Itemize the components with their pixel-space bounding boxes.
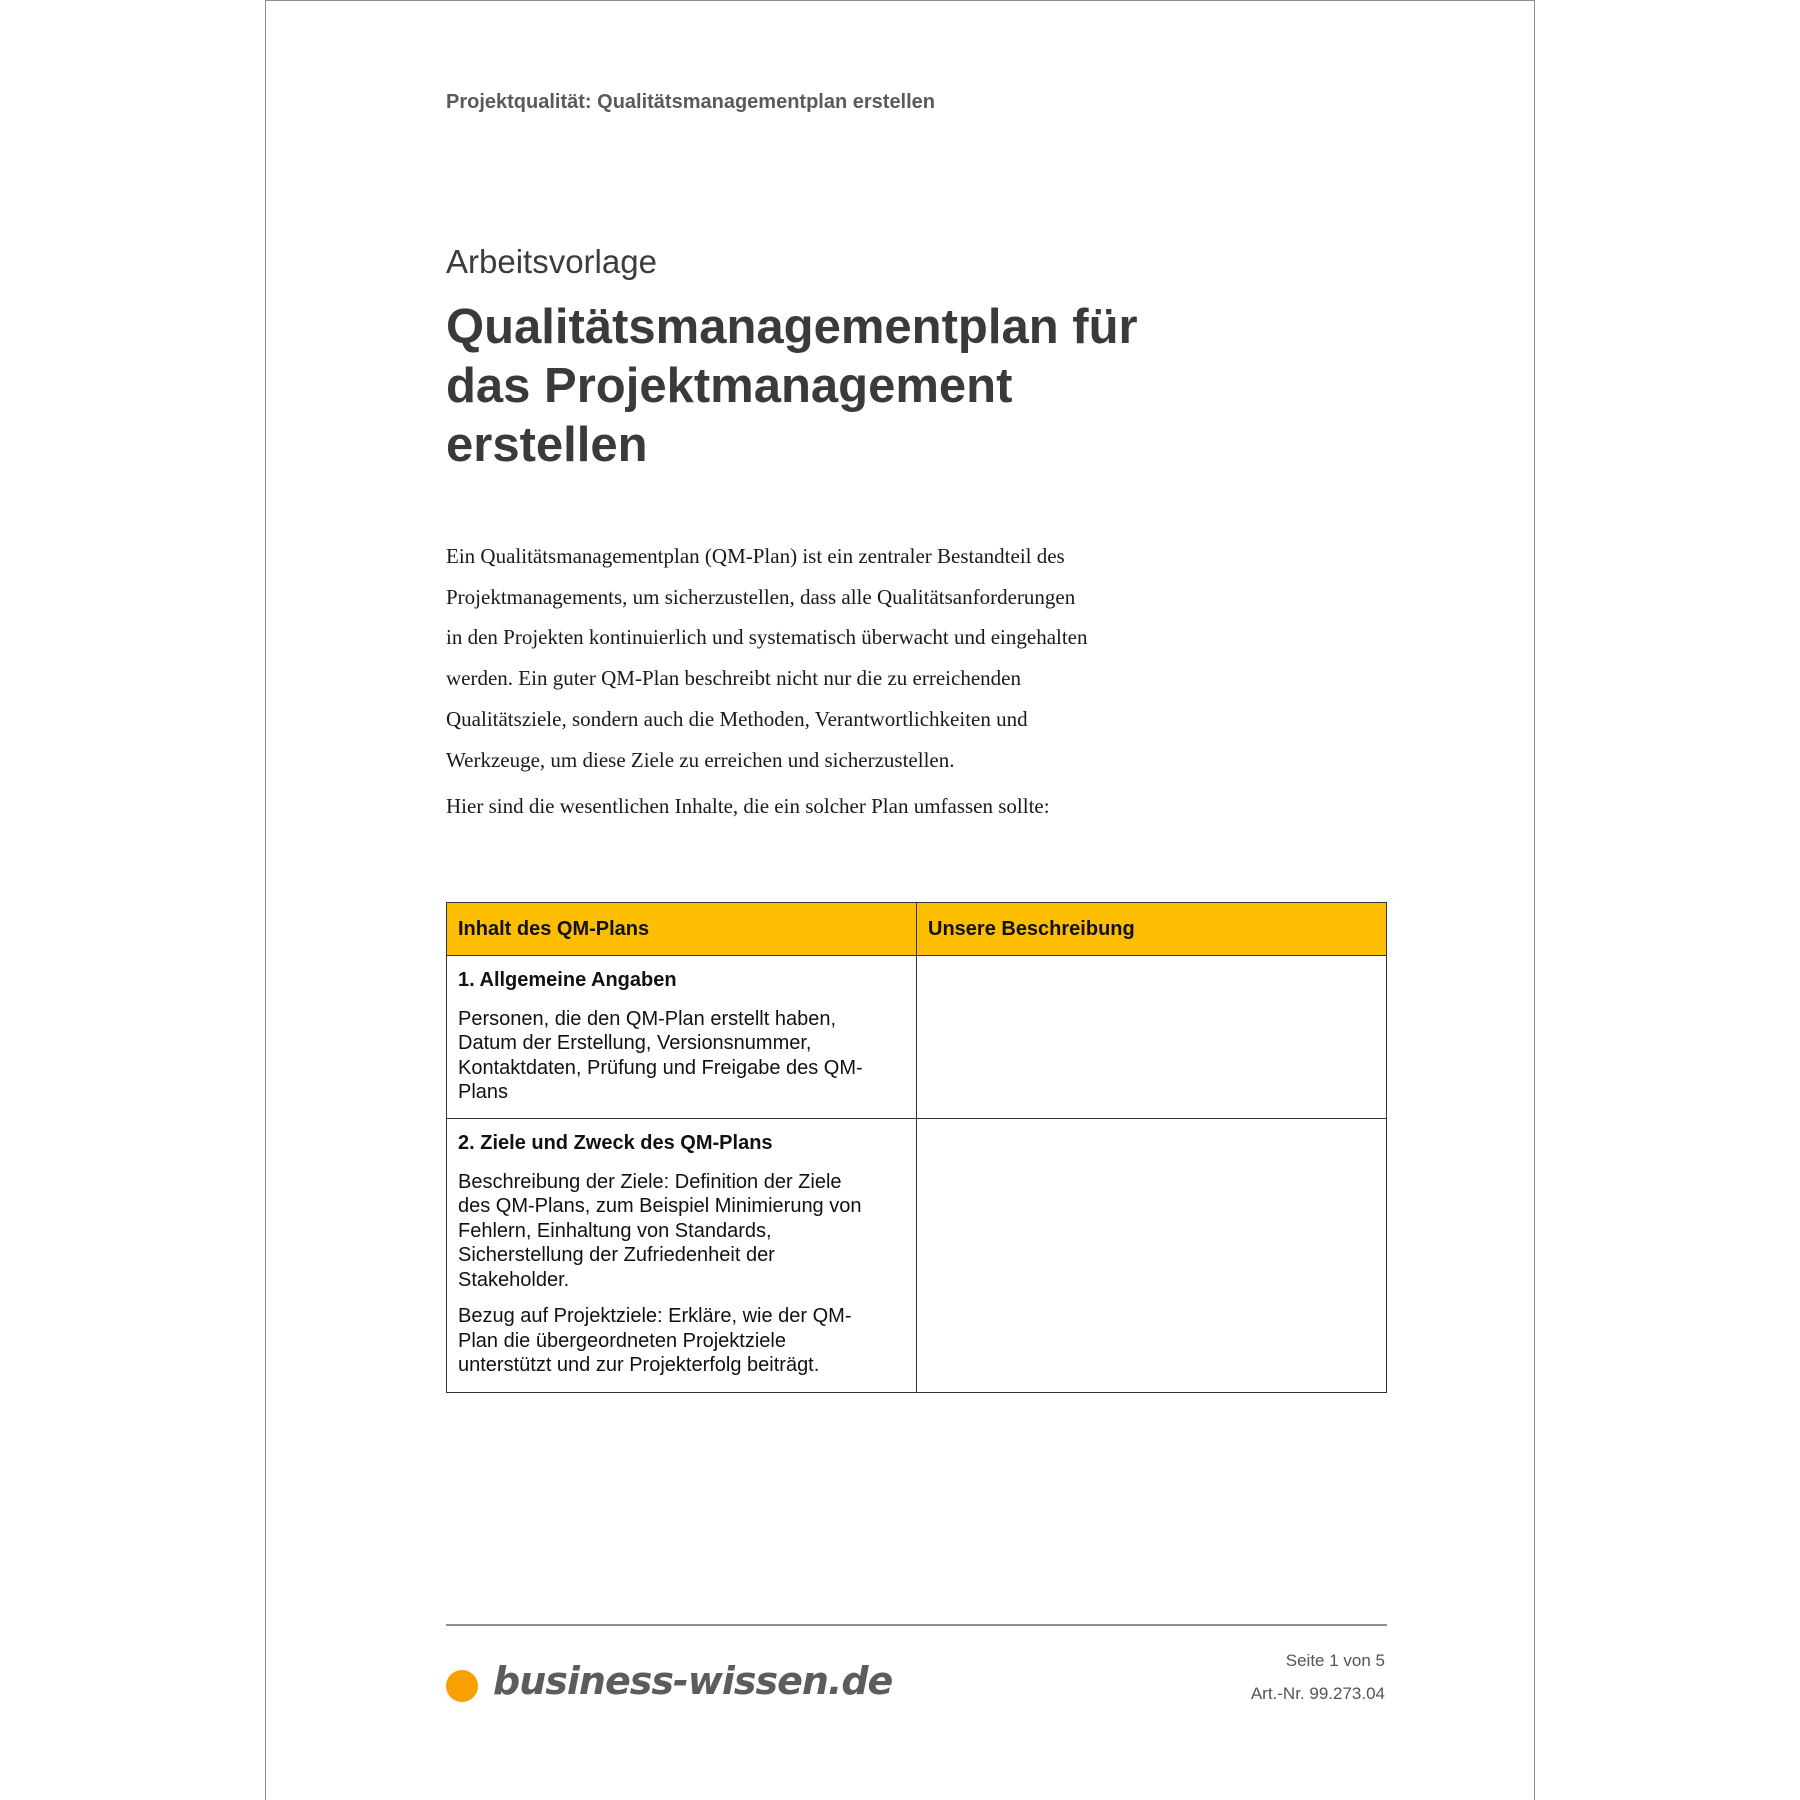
document-title	[446, 298, 1266, 475]
logo-dot-icon	[446, 1670, 478, 1702]
content-cell	[447, 1119, 917, 1393]
paragraph-line: des QM-Plans, zum Beispiel Minimierung von	[458, 1195, 862, 1217]
brand-logo: business-wissen.de	[493, 1659, 893, 1703]
document-kicker: Arbeitsvorlage	[446, 243, 657, 280]
intro-line: Werkzeuge, um diese Ziele zu erreichen und sicherzustellen.	[446, 747, 955, 772]
table-row	[447, 1119, 1387, 1393]
document-page	[265, 0, 1535, 1800]
paragraph-line: Bezug auf Projektziele: Erkläre, wie der QM-	[458, 1305, 852, 1327]
section-title: 1. Allgemeine Angaben	[458, 969, 677, 991]
intro-line: Projektmanagements, um sicherzustellen, dass alle Qualitätsanforderungen	[446, 584, 1076, 609]
section-paragraph	[458, 1304, 905, 1378]
title-line: das Projektmanagement	[446, 359, 1013, 413]
content-cell	[447, 956, 917, 1119]
lead-sentence: Hier sind die wesentlichen Inhalte, die ein solcher Plan umfassen sollte:	[446, 794, 1050, 818]
table-header-row	[447, 903, 1387, 956]
paragraph-line: Sicherstellung der Zufriedenheit der	[458, 1244, 775, 1266]
section-title: 2. Ziele und Zweck des QM-Plans	[458, 1132, 773, 1154]
paragraph-line: Fehlern, Einhaltung von Standards,	[458, 1219, 772, 1242]
page-number: Seite 1 von 5	[1285, 1651, 1385, 1670]
qm-plan-table	[446, 902, 1387, 1393]
paragraph-line: Stakeholder.	[458, 1268, 570, 1291]
paragraph-line: Personen, die den QM-Plan erstellt haben,	[458, 1007, 836, 1030]
intro-line: werden. Ein guter QM-Plan beschreibt nicht nur die zu erreichenden	[446, 666, 1021, 691]
paragraph-line: Kontaktdaten, Prüfung und Freigabe des QM-	[458, 1056, 863, 1079]
description-cell[interactable]	[917, 1119, 1387, 1393]
footer-divider	[446, 1624, 1387, 1626]
section-paragraph	[458, 1170, 905, 1293]
title-line: erstellen	[446, 418, 648, 472]
column-header-description: Unsere Beschreibung	[917, 903, 1387, 956]
paragraph-line: Plans	[458, 1081, 509, 1103]
paragraph-line: Datum der Erstellung, Versionsnummer,	[458, 1032, 812, 1054]
paragraph-line: Plan die übergeordneten Projektziele	[458, 1329, 786, 1352]
intro-line: in den Projekten kontinuierlich und systematisch überwacht und eingehalten	[446, 625, 1088, 650]
section-paragraph	[458, 1007, 905, 1105]
column-header-content: Inhalt des QM-Plans	[447, 903, 917, 956]
article-number: Art.-Nr. 99.273.04	[1250, 1684, 1385, 1703]
paragraph-line: unterstützt und zur Projekterfolg beiträgt.	[458, 1354, 820, 1376]
description-cell[interactable]	[917, 956, 1387, 1119]
intro-line: Qualitätsziele, sondern auch die Methoden, Verantwortlichkeiten und	[446, 706, 1028, 731]
intro-paragraph	[446, 536, 1206, 780]
table-row	[447, 956, 1387, 1119]
intro-line: Ein Qualitätsmanagementplan (QM-Plan) ist ein zentraler Bestandteil des	[446, 544, 1065, 568]
running-header: Projektqualität: Qualitätsmanagementplan erstellen	[446, 91, 936, 113]
paragraph-line: Beschreibung der Ziele: Definition der Ziele	[458, 1170, 842, 1193]
title-line: Qualitätsmanagementplan für	[446, 300, 1138, 354]
